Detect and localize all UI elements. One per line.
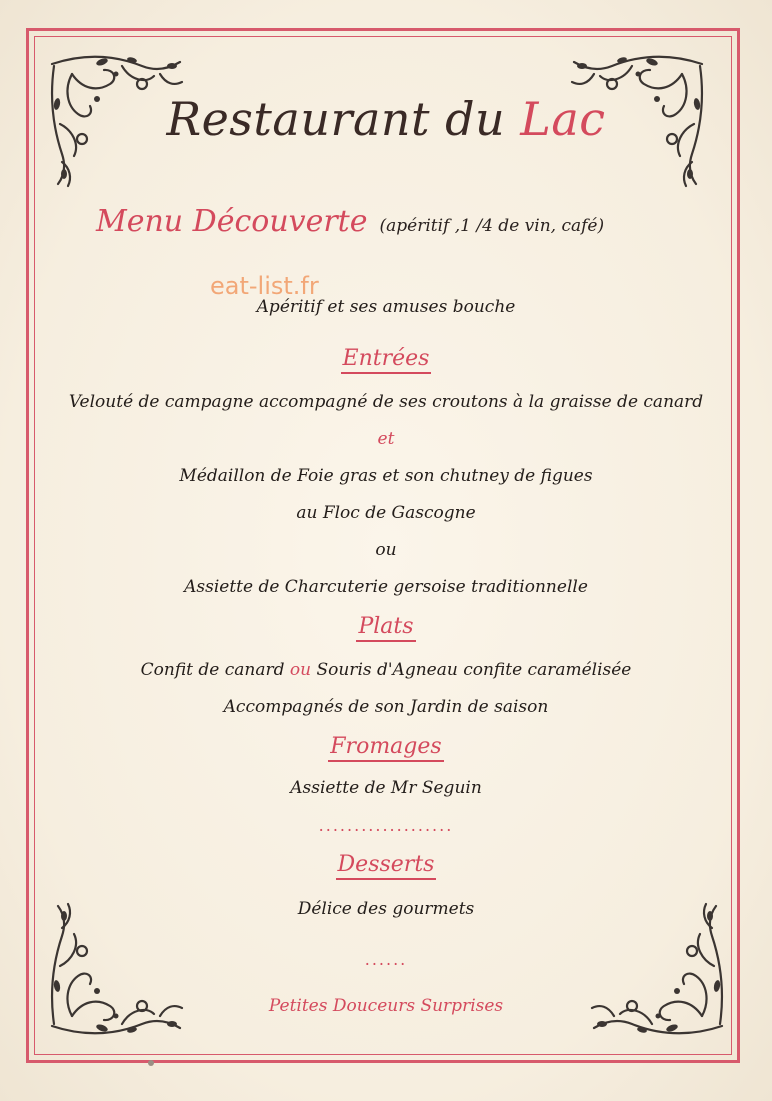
fromages-heading: Fromages — [328, 734, 443, 762]
footer-note: Petites Douceurs Surprises — [268, 996, 504, 1016]
plat-item-part: Souris d'Agneau confite caramélisée — [311, 660, 632, 680]
entree-item: Médaillon de Foie gras et son chutney de figues — [179, 466, 593, 486]
separator-dots: ................... — [318, 816, 454, 835]
entree-item: Assiette de Charcuterie gersoise traditionnelle — [184, 577, 588, 597]
entree-item: Velouté de campagne accompagné de ses croutons à la graisse de canard — [68, 392, 704, 412]
aperitif-line: Apéritif et ses amuses bouche — [256, 297, 516, 317]
fromage-item: Assiette de Mr Seguin — [290, 778, 482, 798]
plat-item: Accompagnés de son Jardin de saison — [223, 697, 549, 717]
menu-includes: (apéritif ,1 /4 de vin, café) — [379, 216, 605, 236]
plat-item — [0, 660, 772, 680]
section-heading-entrees — [0, 346, 772, 371]
dessert-item: Délice des gourmets — [297, 899, 475, 919]
entree-conjunction: ou — [375, 540, 397, 560]
restaurant-title-accent: Lac — [520, 92, 606, 146]
watermark: eat-list.fr — [210, 272, 319, 300]
restaurant-title-main: Restaurant du — [166, 92, 521, 146]
entree-conjunction: et — [377, 429, 395, 449]
desserts-heading: Desserts — [336, 852, 437, 880]
separator-dots: ...... — [364, 950, 408, 969]
menu-heading — [96, 204, 716, 239]
entrees-heading: Entrées — [341, 346, 432, 374]
paper-speck — [148, 1060, 154, 1066]
entree-item: au Floc de Gascogne — [296, 503, 476, 523]
plats-heading: Plats — [356, 614, 415, 642]
section-heading-desserts — [0, 852, 772, 877]
menu-name: Menu Découverte — [96, 204, 368, 239]
plat-conjunction: ou — [289, 660, 312, 680]
restaurant-title — [0, 92, 772, 146]
plat-item-part: Confit de canard — [140, 660, 290, 680]
section-heading-plats — [0, 614, 772, 639]
section-heading-fromages — [0, 734, 772, 759]
